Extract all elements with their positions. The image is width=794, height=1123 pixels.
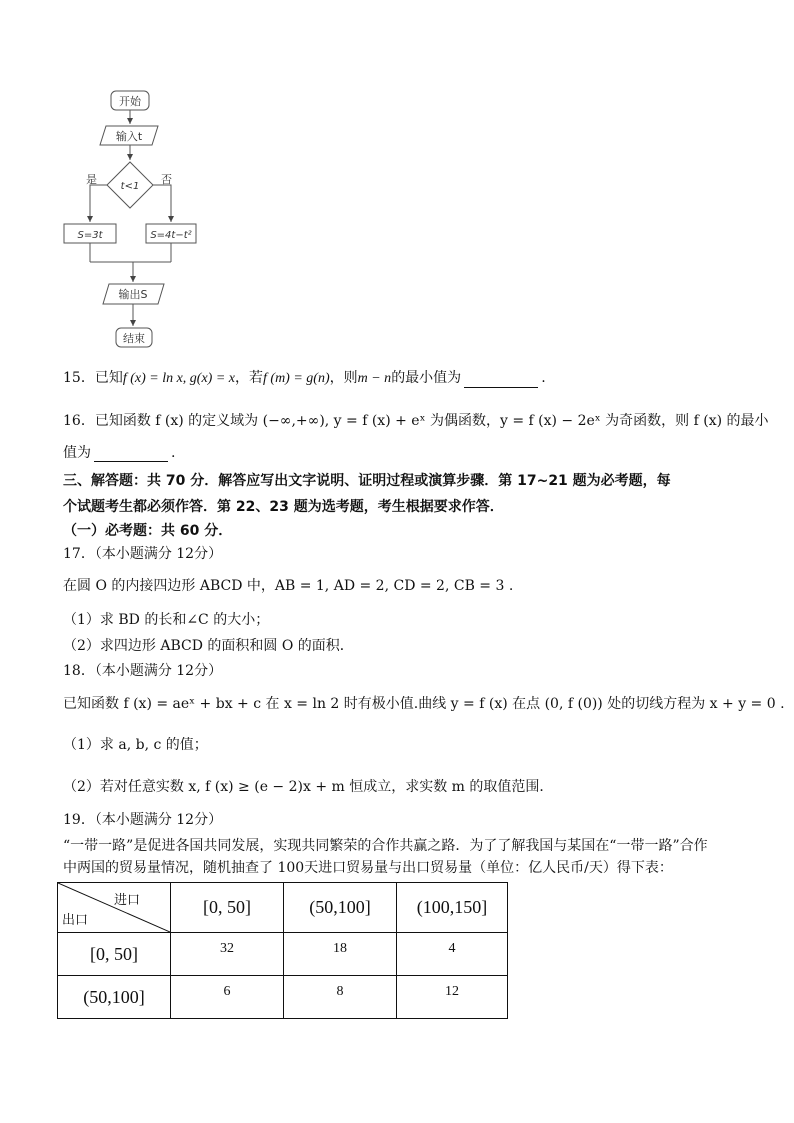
section3-line2: 个试题考生都必须作答．第 22、23 题为选考题，考生根据要求作答． xyxy=(63,499,504,515)
flow-yes-branch-label: S=3t xyxy=(77,230,103,241)
flow-condition-label: t<1 xyxy=(120,181,140,192)
row-header-1: [0, 50] xyxy=(58,933,171,976)
q16-answer-blank xyxy=(94,447,168,462)
flow-output-label: 输出S xyxy=(118,288,148,301)
q16-line2-text: 值为 xyxy=(63,445,91,461)
q19-header: 19．（本小题满分 12分） xyxy=(63,812,223,828)
q16-tail: . xyxy=(171,445,176,461)
q18-stem: 已知函数 f (x) = aeˣ + bx + c 在 x = ln 2 时有极小值.曲线 y = f (x) 在点 (0, f (0)) 处的切线方程为 x + y = 0 . xyxy=(63,696,785,712)
flow-start-label: 开始 xyxy=(119,95,141,108)
flow-yes-label: 是 xyxy=(86,173,97,186)
table-cell: 12 xyxy=(397,976,508,1019)
question-15 xyxy=(63,369,546,388)
table-cell: 8 xyxy=(284,976,397,1019)
export-label: 出口 xyxy=(62,913,89,928)
q17-stem: 在圆 O 的内接四边形 ABCD 中，AB = 1, AD = 2, CD = 2, CB = 3 . xyxy=(63,578,514,594)
q17-header: 17．（本小题满分 12分） xyxy=(63,546,223,562)
q17-part2: （2）求四边形 ABCD 的面积和圆 O 的面积． xyxy=(63,638,354,654)
table-corner-cell xyxy=(58,883,171,933)
flow-end-label: 结束 xyxy=(123,332,145,345)
q18-header: 18．（本小题满分 12分） xyxy=(63,663,223,679)
question-16-line2 xyxy=(63,444,175,462)
q19-line1: “一带一路”是促进各国共同发展，实现共同繁荣的合作共赢之路．为了了解我国与某国在“一带一路”合作 xyxy=(63,838,708,854)
q15-math1: f (x) = ln x, g(x) = x xyxy=(122,371,236,386)
q18-part2: （2）若对任意实数 x, f (x) ≥ (e − 2)x + m 恒成立，求实数 m 的取值范围． xyxy=(63,779,554,795)
flow-no-branch-label: S=4t−t² xyxy=(150,230,192,241)
import-label: 进口 xyxy=(113,893,140,908)
q18-part1: （1）求 a, b, c 的值； xyxy=(63,737,208,753)
row-header-2: (50,100] xyxy=(58,976,171,1019)
section3-sub: （一）必考题：共 60 分． xyxy=(63,523,233,539)
col-header-3: (100,150] xyxy=(397,883,508,933)
trade-table xyxy=(57,882,508,1019)
flow-input-label: 输入t xyxy=(115,130,143,143)
q15-math3: m − n xyxy=(357,371,392,386)
section3-line1: 三、解答题：共 70 分．解答应写出文字说明、证明过程或演算步骤．第 17~21 题为必考题，每 xyxy=(63,473,671,489)
q15-text4: 的最小值为 xyxy=(391,370,462,386)
col-header-1: [0, 50] xyxy=(171,883,284,933)
question-16-line1: 16．已知函数 f (x) 的定义域为 (−∞,+∞), y = f (x) + eˣ 为偶函数，y = f (x) − 2eˣ 为奇函数，则 f (x) 的最小 xyxy=(63,413,769,429)
q19-line2: 中两国的贸易量情况，随机抽查了 100天进口贸易量与出口贸易量（单位：亿人民币/天）得下表： xyxy=(63,860,673,876)
q15-tail: . xyxy=(541,370,546,386)
col-header-2: (50,100] xyxy=(284,883,397,933)
flow-no-label: 否 xyxy=(161,173,172,186)
q15-number: 15．已知 xyxy=(63,370,123,386)
q15-text3: ，则 xyxy=(329,370,358,386)
table-cell: 4 xyxy=(397,933,508,976)
q15-text2: ，若 xyxy=(235,370,264,386)
table-cell: 6 xyxy=(171,976,284,1019)
q15-math2: f (m) = g(n) xyxy=(263,371,330,386)
table-row xyxy=(58,976,508,1019)
table-cell: 18 xyxy=(284,933,397,976)
q17-part1: （1）求 BD 的长和∠C 的大小； xyxy=(63,612,270,628)
table-cell: 32 xyxy=(171,933,284,976)
table-header-row xyxy=(58,883,508,933)
flowchart xyxy=(0,0,260,360)
table-row xyxy=(58,933,508,976)
q15-answer-blank xyxy=(464,373,538,388)
